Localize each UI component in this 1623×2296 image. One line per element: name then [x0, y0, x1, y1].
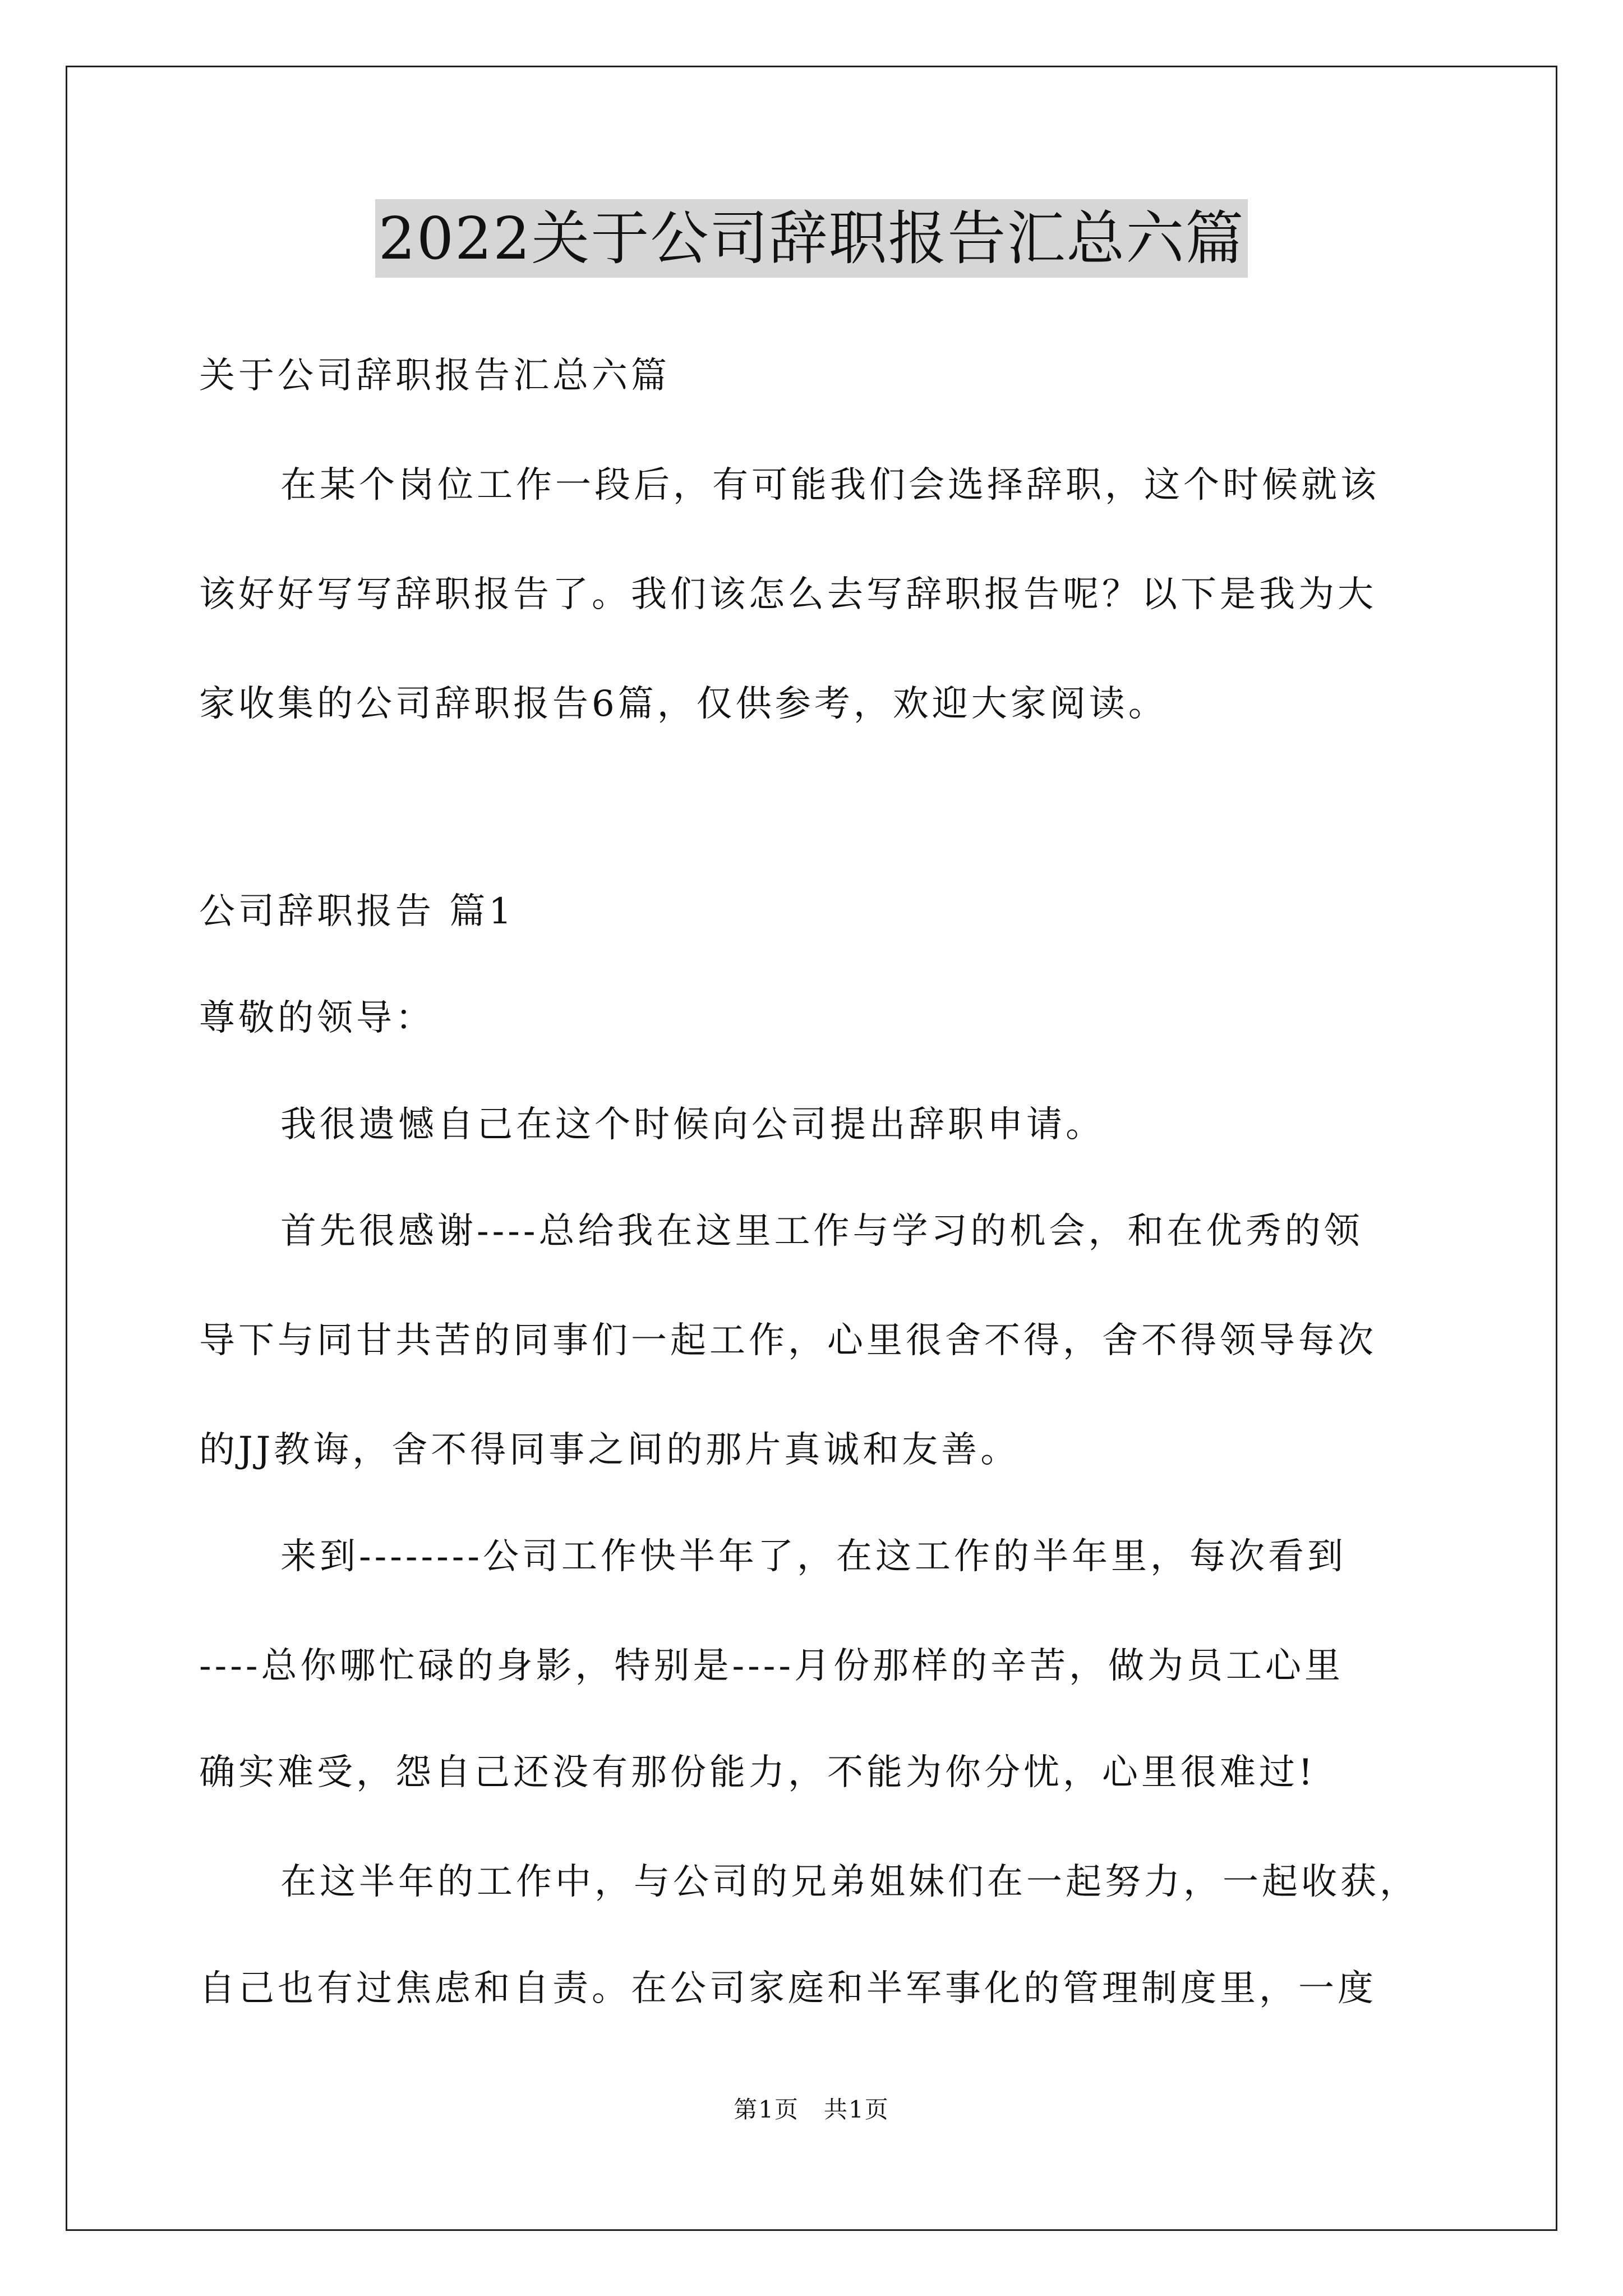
paragraph-line: ----总你哪忙碌的身影，特别是----月份那样的辛苦，做为员工心里 — [199, 1645, 1344, 1687]
subtitle-line: 关于公司辞职报告汇总六篇 — [199, 355, 670, 397]
paragraph-line: 导下与同甘共苦的同事们一起工作，心里很舍不得，舍不得领导每次 — [199, 1320, 1377, 1361]
section-heading: 公司辞职报告 篇1 — [199, 891, 515, 932]
paragraph-line: 首先很感谢----总给我在这里工作与学习的机会，和在优秀的领 — [280, 1211, 1363, 1252]
paragraph-line: 该好好写写辞职报告了。我们该怎么去写辞职报告呢？以下是我为大 — [199, 574, 1377, 615]
paragraph-line: 我很遗憾自己在这个时候向公司提出辞职申请。 — [280, 1104, 1105, 1145]
paragraph-line: 自己也有过焦虑和自责。在公司家庭和半军事化的管理制度里，一度 — [199, 1968, 1377, 2009]
paragraph-line: 家收集的公司辞职报告6篇，仅供参考，欢迎大家阅读。 — [199, 683, 1168, 725]
document-title: 2022关于公司辞职报告汇总六篇 — [375, 199, 1248, 278]
page-footer: 第1页 共1页 — [734, 2096, 889, 2123]
paragraph-line: 确实难受，怨自己还没有那份能力，不能为你分忧，心里很难过! — [199, 1752, 1316, 1793]
paragraph-line: 在某个岗位工作一段后，有可能我们会选择辞职，这个时候就该 — [280, 464, 1380, 506]
salutation-line: 尊敬的领导： — [199, 997, 435, 1039]
paragraph-line: 的JJ教诲，舍不得同事之间的那片真诚和友善。 — [199, 1429, 1020, 1471]
title-container — [0, 199, 1623, 278]
paragraph-line: 来到--------公司工作快半年了，在这工作的半年里，每次看到 — [280, 1536, 1347, 1577]
paragraph-line: 在这半年的工作中，与公司的兄弟姐妹们在一起努力，一起收获， — [280, 1861, 1419, 1903]
